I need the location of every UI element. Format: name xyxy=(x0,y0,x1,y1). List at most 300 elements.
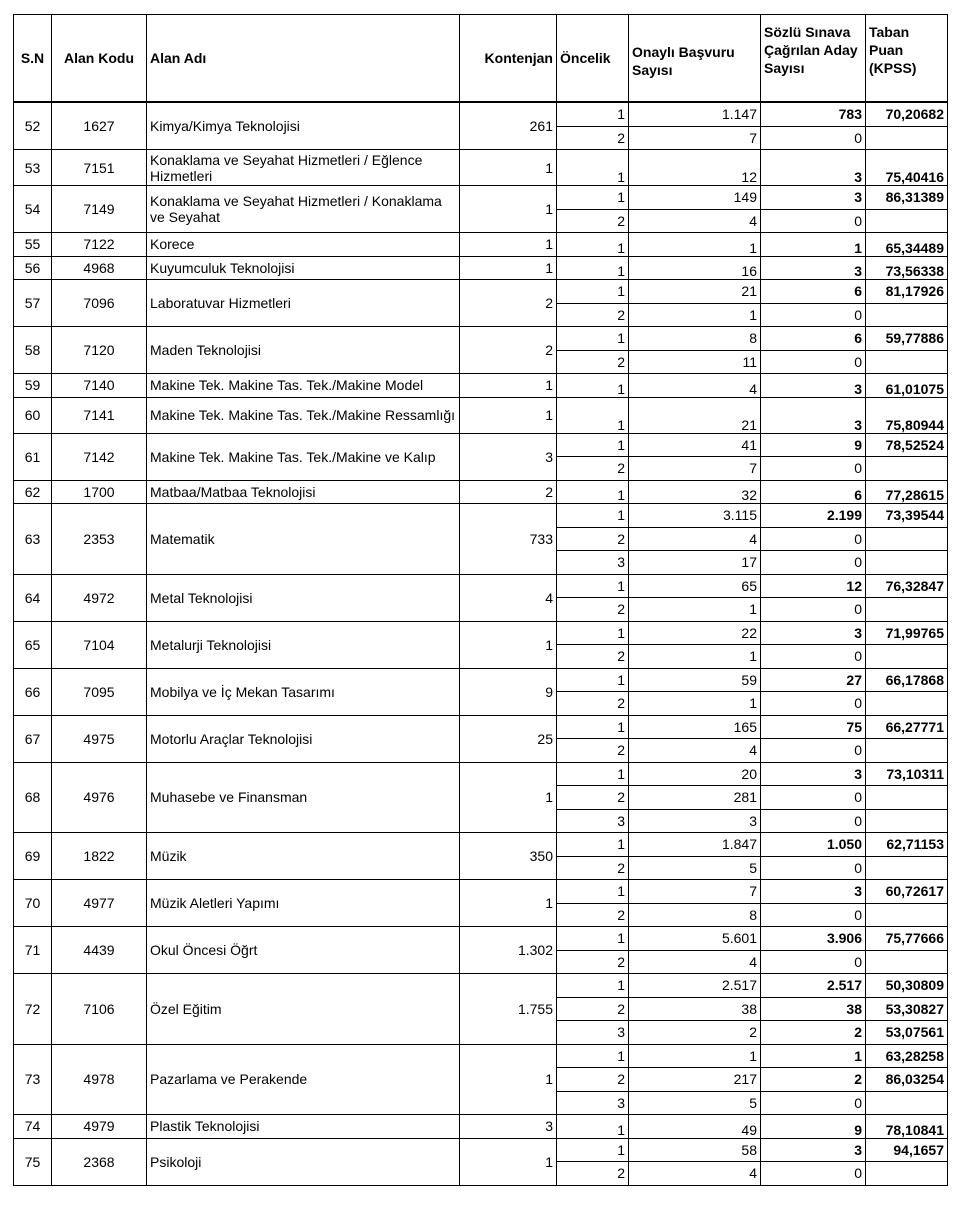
cell-taban-puan xyxy=(866,1162,948,1186)
header-alan-kodu: Alan Kodu xyxy=(52,15,147,103)
cell-onayli-basvuru: 7 xyxy=(629,126,761,150)
table-row xyxy=(14,927,948,951)
cell-onayli-basvuru: 4 xyxy=(629,374,761,398)
table-row xyxy=(14,233,948,257)
cell-alan-kodu: 4968 xyxy=(52,256,147,280)
cell-sozlu-sinav: 3 xyxy=(761,150,866,186)
table-row xyxy=(14,762,948,786)
cell-taban-puan xyxy=(866,527,948,551)
cell-onayli-basvuru: 4 xyxy=(629,209,761,233)
cell-onayli-basvuru: 1.147 xyxy=(629,102,761,126)
cell-oncelik: 1 xyxy=(557,504,629,528)
cell-taban-puan: 76,32847 xyxy=(866,574,948,598)
cell-onayli-basvuru: 1 xyxy=(629,1044,761,1068)
cell-kontenjan: 733 xyxy=(460,504,557,575)
cell-onayli-basvuru: 3.115 xyxy=(629,504,761,528)
table-body xyxy=(14,102,948,1185)
cell-taban-puan: 59,77886 xyxy=(866,327,948,351)
cell-sozlu-sinav: 2.199 xyxy=(761,504,866,528)
cell-alan-kodu: 4976 xyxy=(52,762,147,833)
cell-alan-kodu: 7149 xyxy=(52,186,147,233)
cell-oncelik: 2 xyxy=(557,997,629,1021)
cell-oncelik: 1 xyxy=(557,374,629,398)
cell-oncelik: 1 xyxy=(557,150,629,186)
cell-kontenjan: 4 xyxy=(460,574,557,621)
cell-alan-adi: Makine Tek. Makine Tas. Tek./Makine ve Kalıp xyxy=(147,433,460,480)
cell-onayli-basvuru: 65 xyxy=(629,574,761,598)
cell-onayli-basvuru: 2.517 xyxy=(629,974,761,998)
cell-alan-adi: Metal Teknolojisi xyxy=(147,574,460,621)
cell-sozlu-sinav: 0 xyxy=(761,1162,866,1186)
cell-kontenjan: 2 xyxy=(460,480,557,504)
cell-oncelik: 3 xyxy=(557,809,629,833)
cell-sozlu-sinav: 0 xyxy=(761,303,866,327)
table-row xyxy=(14,397,948,433)
cell-taban-puan xyxy=(866,786,948,810)
cell-sozlu-sinav: 1 xyxy=(761,1044,866,1068)
table-row xyxy=(14,833,948,857)
results-table xyxy=(13,14,948,1186)
cell-onayli-basvuru: 165 xyxy=(629,715,761,739)
header-oncelik: Öncelik xyxy=(557,15,629,103)
cell-oncelik: 1 xyxy=(557,480,629,504)
cell-sn: 58 xyxy=(14,327,52,374)
cell-alan-kodu: 7142 xyxy=(52,433,147,480)
cell-sozlu-sinav: 0 xyxy=(761,350,866,374)
cell-onayli-basvuru: 20 xyxy=(629,762,761,786)
cell-sozlu-sinav: 9 xyxy=(761,1115,866,1139)
cell-alan-adi: Müzik Aletleri Yapımı xyxy=(147,880,460,927)
cell-oncelik: 2 xyxy=(557,457,629,481)
cell-onayli-basvuru: 49 xyxy=(629,1115,761,1139)
header-sozlu-sinav: Sözlü Sınava Çağrılan Aday Sayısı xyxy=(761,15,866,103)
cell-sn: 55 xyxy=(14,233,52,257)
cell-kontenjan: 350 xyxy=(460,833,557,880)
cell-alan-adi: Makine Tek. Makine Tas. Tek./Makine Ressamlığı xyxy=(147,397,460,433)
cell-kontenjan: 1 xyxy=(460,762,557,833)
cell-oncelik: 1 xyxy=(557,880,629,904)
header-row xyxy=(14,15,948,103)
cell-taban-puan: 75,40416 xyxy=(866,150,948,186)
cell-oncelik: 3 xyxy=(557,1091,629,1115)
cell-onayli-basvuru: 5.601 xyxy=(629,927,761,951)
cell-oncelik: 2 xyxy=(557,527,629,551)
cell-onayli-basvuru: 21 xyxy=(629,280,761,304)
cell-onayli-basvuru: 1 xyxy=(629,598,761,622)
cell-onayli-basvuru: 217 xyxy=(629,1068,761,1092)
cell-sozlu-sinav: 0 xyxy=(761,950,866,974)
cell-onayli-basvuru: 5 xyxy=(629,856,761,880)
cell-taban-puan: 77,28615 xyxy=(866,480,948,504)
cell-alan-kodu: 7141 xyxy=(52,397,147,433)
cell-onayli-basvuru: 1 xyxy=(629,645,761,669)
cell-oncelik: 1 xyxy=(557,715,629,739)
cell-taban-puan xyxy=(866,126,948,150)
cell-alan-kodu: 7151 xyxy=(52,150,147,186)
cell-taban-puan xyxy=(866,903,948,927)
table-row xyxy=(14,504,948,528)
table-row xyxy=(14,280,948,304)
cell-sn: 54 xyxy=(14,186,52,233)
cell-sn: 74 xyxy=(14,1115,52,1139)
cell-taban-puan: 53,07561 xyxy=(866,1021,948,1045)
cell-taban-puan: 53,30827 xyxy=(866,997,948,1021)
cell-taban-puan: 78,10841 xyxy=(866,1115,948,1139)
table-row xyxy=(14,256,948,280)
cell-alan-kodu: 4439 xyxy=(52,927,147,974)
cell-sozlu-sinav: 0 xyxy=(761,598,866,622)
cell-oncelik: 2 xyxy=(557,1068,629,1092)
cell-kontenjan: 1 xyxy=(460,397,557,433)
cell-sozlu-sinav: 9 xyxy=(761,433,866,457)
cell-taban-puan: 60,72617 xyxy=(866,880,948,904)
cell-alan-adi: Plastik Teknolojisi xyxy=(147,1115,460,1139)
cell-alan-adi: Mobilya ve İç Mekan Tasarımı xyxy=(147,668,460,715)
cell-onayli-basvuru: 58 xyxy=(629,1138,761,1162)
cell-onayli-basvuru: 4 xyxy=(629,950,761,974)
cell-taban-puan: 71,99765 xyxy=(866,621,948,645)
cell-kontenjan: 25 xyxy=(460,715,557,762)
cell-sozlu-sinav: 3 xyxy=(761,186,866,210)
cell-taban-puan xyxy=(866,350,948,374)
cell-alan-adi: Matbaa/Matbaa Teknolojisi xyxy=(147,480,460,504)
cell-alan-kodu: 1822 xyxy=(52,833,147,880)
cell-alan-adi: Korece xyxy=(147,233,460,257)
cell-alan-adi: Motorlu Araçlar Teknolojisi xyxy=(147,715,460,762)
cell-sn: 52 xyxy=(14,102,52,150)
cell-taban-puan: 50,30809 xyxy=(866,974,948,998)
cell-kontenjan: 2 xyxy=(460,280,557,327)
cell-alan-kodu: 7104 xyxy=(52,621,147,668)
table-row xyxy=(14,102,948,126)
cell-onayli-basvuru: 59 xyxy=(629,668,761,692)
cell-alan-adi: Konaklama ve Seyahat Hizmetleri / Konaklama ve Seyahat xyxy=(147,186,460,233)
cell-alan-kodu: 7096 xyxy=(52,280,147,327)
cell-sozlu-sinav: 0 xyxy=(761,645,866,669)
cell-taban-puan: 62,71153 xyxy=(866,833,948,857)
header-onayli-basvuru: Onaylı Başvuru Sayısı xyxy=(629,15,761,103)
cell-kontenjan: 261 xyxy=(460,102,557,150)
cell-sozlu-sinav: 27 xyxy=(761,668,866,692)
cell-oncelik: 2 xyxy=(557,645,629,669)
cell-taban-puan: 73,56338 xyxy=(866,256,948,280)
cell-kontenjan: 3 xyxy=(460,1115,557,1139)
cell-sn: 60 xyxy=(14,397,52,433)
header-alan-adi: Alan Adı xyxy=(147,15,460,103)
cell-onayli-basvuru: 38 xyxy=(629,997,761,1021)
cell-sn: 53 xyxy=(14,150,52,186)
cell-sozlu-sinav: 783 xyxy=(761,102,866,126)
cell-taban-puan: 61,01075 xyxy=(866,374,948,398)
cell-taban-puan: 73,39544 xyxy=(866,504,948,528)
cell-kontenjan: 2 xyxy=(460,327,557,374)
cell-oncelik: 1 xyxy=(557,397,629,433)
cell-sn: 68 xyxy=(14,762,52,833)
cell-oncelik: 3 xyxy=(557,551,629,575)
cell-onayli-basvuru: 281 xyxy=(629,786,761,810)
cell-onayli-basvuru: 41 xyxy=(629,433,761,457)
cell-oncelik: 2 xyxy=(557,739,629,763)
cell-alan-adi: Müzik xyxy=(147,833,460,880)
cell-taban-puan xyxy=(866,303,948,327)
cell-oncelik: 1 xyxy=(557,233,629,257)
cell-sn: 64 xyxy=(14,574,52,621)
cell-onayli-basvuru: 22 xyxy=(629,621,761,645)
cell-alan-adi: Özel Eğitim xyxy=(147,974,460,1045)
cell-oncelik: 2 xyxy=(557,856,629,880)
cell-onayli-basvuru: 16 xyxy=(629,256,761,280)
cell-sozlu-sinav: 3 xyxy=(761,762,866,786)
cell-sozlu-sinav: 6 xyxy=(761,327,866,351)
cell-kontenjan: 1 xyxy=(460,256,557,280)
cell-sozlu-sinav: 2 xyxy=(761,1068,866,1092)
cell-kontenjan: 1 xyxy=(460,186,557,233)
table-row xyxy=(14,433,948,457)
cell-kontenjan: 1 xyxy=(460,880,557,927)
cell-sozlu-sinav: 0 xyxy=(761,126,866,150)
table-row xyxy=(14,186,948,210)
cell-onayli-basvuru: 4 xyxy=(629,1162,761,1186)
cell-sozlu-sinav: 3 xyxy=(761,880,866,904)
cell-oncelik: 2 xyxy=(557,303,629,327)
cell-alan-kodu: 4972 xyxy=(52,574,147,621)
cell-sn: 72 xyxy=(14,974,52,1045)
cell-taban-puan: 78,52524 xyxy=(866,433,948,457)
table-row xyxy=(14,374,948,398)
cell-taban-puan: 73,10311 xyxy=(866,762,948,786)
cell-sozlu-sinav: 3 xyxy=(761,621,866,645)
table-row xyxy=(14,1044,948,1068)
cell-kontenjan: 9 xyxy=(460,668,557,715)
cell-sn: 56 xyxy=(14,256,52,280)
cell-taban-puan: 86,03254 xyxy=(866,1068,948,1092)
cell-oncelik: 2 xyxy=(557,786,629,810)
header-kontenjan: Kontenjan xyxy=(460,15,557,103)
cell-alan-kodu: 1627 xyxy=(52,102,147,150)
cell-kontenjan: 1.302 xyxy=(460,927,557,974)
cell-oncelik: 1 xyxy=(557,186,629,210)
cell-alan-adi: Matematik xyxy=(147,504,460,575)
cell-sozlu-sinav: 2.517 xyxy=(761,974,866,998)
cell-taban-puan: 81,17926 xyxy=(866,280,948,304)
cell-onayli-basvuru: 7 xyxy=(629,880,761,904)
cell-sozlu-sinav: 6 xyxy=(761,280,866,304)
cell-sn: 67 xyxy=(14,715,52,762)
cell-onayli-basvuru: 7 xyxy=(629,457,761,481)
cell-sozlu-sinav: 0 xyxy=(761,692,866,716)
cell-alan-adi: Kuyumculuk Teknolojisi xyxy=(147,256,460,280)
cell-alan-kodu: 2353 xyxy=(52,504,147,575)
cell-taban-puan: 86,31389 xyxy=(866,186,948,210)
table-row xyxy=(14,880,948,904)
cell-onayli-basvuru: 1 xyxy=(629,233,761,257)
cell-onayli-basvuru: 12 xyxy=(629,150,761,186)
cell-alan-adi: Konaklama ve Seyahat Hizmetleri / Eğlence Hizmetleri xyxy=(147,150,460,186)
cell-onayli-basvuru: 17 xyxy=(629,551,761,575)
cell-alan-kodu: 4975 xyxy=(52,715,147,762)
cell-taban-puan xyxy=(866,457,948,481)
cell-taban-puan: 65,34489 xyxy=(866,233,948,257)
cell-oncelik: 2 xyxy=(557,126,629,150)
cell-sozlu-sinav: 0 xyxy=(761,551,866,575)
cell-sozlu-sinav: 0 xyxy=(761,1091,866,1115)
cell-taban-puan xyxy=(866,551,948,575)
cell-taban-puan xyxy=(866,856,948,880)
cell-kontenjan: 1.755 xyxy=(460,974,557,1045)
cell-sozlu-sinav: 1 xyxy=(761,233,866,257)
cell-taban-puan xyxy=(866,739,948,763)
cell-kontenjan: 1 xyxy=(460,233,557,257)
cell-oncelik: 1 xyxy=(557,327,629,351)
cell-onayli-basvuru: 21 xyxy=(629,397,761,433)
cell-alan-kodu: 2368 xyxy=(52,1138,147,1185)
cell-sozlu-sinav: 3 xyxy=(761,374,866,398)
cell-onayli-basvuru: 1 xyxy=(629,692,761,716)
cell-sozlu-sinav: 12 xyxy=(761,574,866,598)
cell-sozlu-sinav: 6 xyxy=(761,480,866,504)
cell-oncelik: 2 xyxy=(557,692,629,716)
cell-oncelik: 1 xyxy=(557,833,629,857)
cell-sozlu-sinav: 3 xyxy=(761,256,866,280)
cell-alan-adi: Pazarlama ve Perakende xyxy=(147,1044,460,1115)
cell-alan-adi: Kimya/Kimya Teknolojisi xyxy=(147,102,460,150)
cell-oncelik: 2 xyxy=(557,950,629,974)
cell-alan-kodu: 4979 xyxy=(52,1115,147,1139)
cell-sn: 73 xyxy=(14,1044,52,1115)
cell-sozlu-sinav: 75 xyxy=(761,715,866,739)
table-row xyxy=(14,480,948,504)
cell-oncelik: 1 xyxy=(557,621,629,645)
cell-sn: 57 xyxy=(14,280,52,327)
cell-taban-puan: 63,28258 xyxy=(866,1044,948,1068)
cell-taban-puan: 66,27771 xyxy=(866,715,948,739)
cell-oncelik: 2 xyxy=(557,903,629,927)
table-row xyxy=(14,574,948,598)
cell-onayli-basvuru: 4 xyxy=(629,527,761,551)
table-row xyxy=(14,974,948,998)
cell-oncelik: 3 xyxy=(557,1021,629,1045)
cell-taban-puan xyxy=(866,692,948,716)
cell-sozlu-sinav: 0 xyxy=(761,809,866,833)
cell-kontenjan: 3 xyxy=(460,433,557,480)
cell-sozlu-sinav: 2 xyxy=(761,1021,866,1045)
cell-oncelik: 1 xyxy=(557,762,629,786)
cell-onayli-basvuru: 8 xyxy=(629,903,761,927)
cell-onayli-basvuru: 1 xyxy=(629,303,761,327)
header-taban-puan: Taban Puan (KPSS) xyxy=(866,15,948,103)
cell-onayli-basvuru: 11 xyxy=(629,350,761,374)
cell-oncelik: 2 xyxy=(557,1162,629,1186)
cell-alan-kodu: 7120 xyxy=(52,327,147,374)
cell-sn: 61 xyxy=(14,433,52,480)
cell-oncelik: 1 xyxy=(557,574,629,598)
header-sn: S.N xyxy=(14,15,52,103)
cell-sn: 62 xyxy=(14,480,52,504)
cell-onayli-basvuru: 8 xyxy=(629,327,761,351)
cell-taban-puan: 94,1657 xyxy=(866,1138,948,1162)
cell-alan-adi: Laboratuvar Hizmetleri xyxy=(147,280,460,327)
table-row xyxy=(14,1138,948,1162)
cell-sn: 70 xyxy=(14,880,52,927)
cell-sn: 59 xyxy=(14,374,52,398)
cell-taban-puan: 70,20682 xyxy=(866,102,948,126)
cell-taban-puan xyxy=(866,1091,948,1115)
cell-taban-puan xyxy=(866,809,948,833)
cell-sozlu-sinav: 3.906 xyxy=(761,927,866,951)
cell-taban-puan xyxy=(866,950,948,974)
cell-alan-kodu: 1700 xyxy=(52,480,147,504)
cell-kontenjan: 1 xyxy=(460,374,557,398)
cell-sozlu-sinav: 0 xyxy=(761,903,866,927)
cell-kontenjan: 1 xyxy=(460,1138,557,1185)
table-row xyxy=(14,715,948,739)
table-row xyxy=(14,1115,948,1139)
cell-sn: 63 xyxy=(14,504,52,575)
cell-oncelik: 1 xyxy=(557,102,629,126)
cell-onayli-basvuru: 2 xyxy=(629,1021,761,1045)
cell-sozlu-sinav: 0 xyxy=(761,209,866,233)
cell-alan-adi: Okul Öncesi Öğrt xyxy=(147,927,460,974)
cell-sn: 69 xyxy=(14,833,52,880)
cell-sozlu-sinav: 38 xyxy=(761,997,866,1021)
cell-alan-kodu: 7122 xyxy=(52,233,147,257)
cell-oncelik: 1 xyxy=(557,280,629,304)
cell-sn: 65 xyxy=(14,621,52,668)
cell-onayli-basvuru: 5 xyxy=(629,1091,761,1115)
cell-alan-adi: Psikoloji xyxy=(147,1138,460,1185)
cell-oncelik: 1 xyxy=(557,1115,629,1139)
cell-sozlu-sinav: 0 xyxy=(761,786,866,810)
cell-sozlu-sinav: 1.050 xyxy=(761,833,866,857)
cell-alan-adi: Metalurji Teknolojisi xyxy=(147,621,460,668)
table-row xyxy=(14,621,948,645)
cell-taban-puan: 75,77666 xyxy=(866,927,948,951)
cell-kontenjan: 1 xyxy=(460,1044,557,1115)
cell-sn: 75 xyxy=(14,1138,52,1185)
cell-onayli-basvuru: 1.847 xyxy=(629,833,761,857)
cell-taban-puan: 75,80944 xyxy=(866,397,948,433)
cell-onayli-basvuru: 32 xyxy=(629,480,761,504)
cell-oncelik: 1 xyxy=(557,668,629,692)
cell-oncelik: 1 xyxy=(557,1138,629,1162)
cell-alan-kodu: 7140 xyxy=(52,374,147,398)
cell-oncelik: 1 xyxy=(557,256,629,280)
cell-sn: 66 xyxy=(14,668,52,715)
cell-taban-puan xyxy=(866,598,948,622)
cell-sn: 71 xyxy=(14,927,52,974)
cell-alan-kodu: 7106 xyxy=(52,974,147,1045)
cell-alan-adi: Maden Teknolojisi xyxy=(147,327,460,374)
cell-oncelik: 1 xyxy=(557,433,629,457)
table-row xyxy=(14,150,948,186)
table-row xyxy=(14,668,948,692)
cell-oncelik: 2 xyxy=(557,209,629,233)
cell-sozlu-sinav: 0 xyxy=(761,856,866,880)
cell-oncelik: 2 xyxy=(557,598,629,622)
cell-alan-kodu: 4978 xyxy=(52,1044,147,1115)
cell-taban-puan xyxy=(866,209,948,233)
cell-sozlu-sinav: 3 xyxy=(761,1138,866,1162)
cell-sozlu-sinav: 0 xyxy=(761,457,866,481)
cell-alan-adi: Makine Tek. Makine Tas. Tek./Makine Model xyxy=(147,374,460,398)
cell-onayli-basvuru: 149 xyxy=(629,186,761,210)
cell-oncelik: 1 xyxy=(557,1044,629,1068)
cell-kontenjan: 1 xyxy=(460,621,557,668)
cell-alan-kodu: 7095 xyxy=(52,668,147,715)
cell-oncelik: 1 xyxy=(557,927,629,951)
cell-oncelik: 1 xyxy=(557,974,629,998)
cell-taban-puan: 66,17868 xyxy=(866,668,948,692)
